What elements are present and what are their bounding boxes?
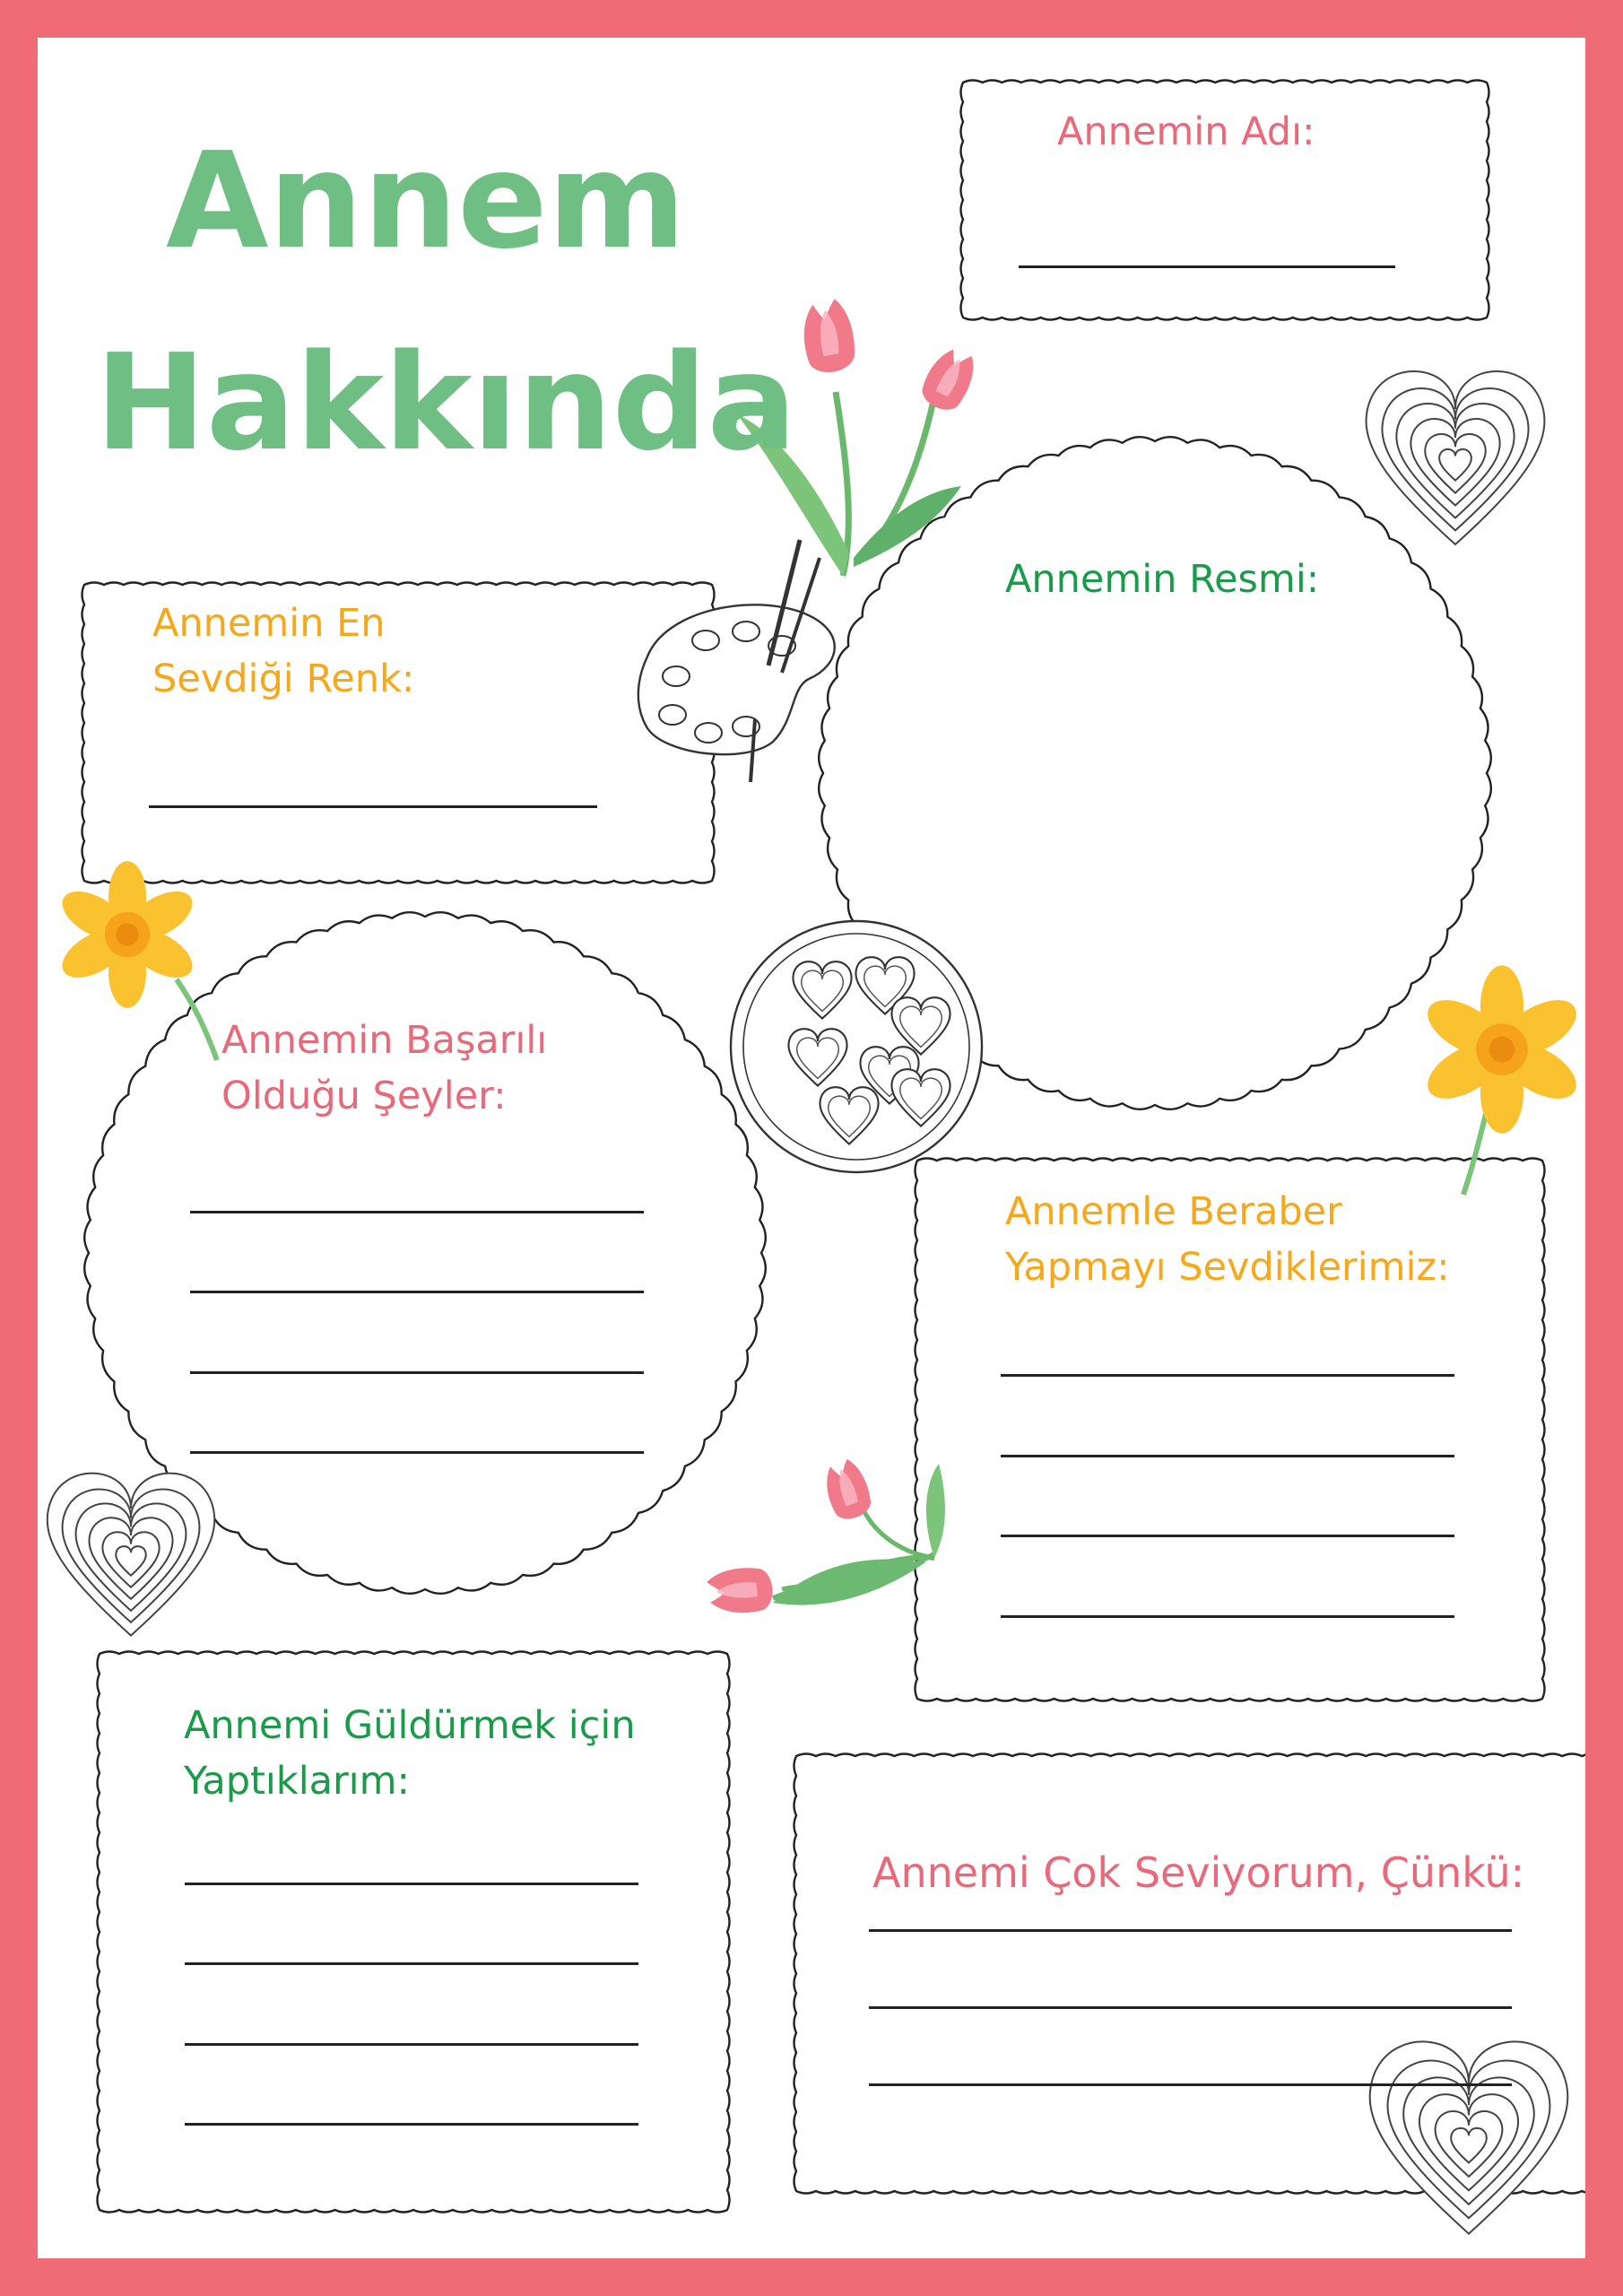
heart-outline-icon	[48, 1474, 214, 1636]
love-because-write-line[interactable]	[869, 2006, 1512, 2009]
love-because-write-line[interactable]	[869, 1929, 1512, 1932]
together-write-line[interactable]	[1001, 1615, 1454, 1618]
mother-name-label: Annemin Adı:	[1057, 109, 1315, 154]
good-at-label-line1: Annemin Başarılı	[221, 1018, 548, 1063]
love-because-label: Annemi Çok Seviyorum, Çünkü:	[872, 1848, 1525, 1897]
mother-photo-area[interactable]	[925, 603, 1428, 1024]
good-at-write-line[interactable]	[190, 1291, 644, 1293]
together-write-line[interactable]	[1001, 1374, 1454, 1377]
favorite-color-write-line[interactable]	[149, 805, 597, 808]
good-at-write-line[interactable]	[190, 1451, 644, 1454]
page-title-line1: Annem	[166, 124, 686, 278]
together-write-line[interactable]	[1001, 1535, 1454, 1537]
make-laugh-write-line[interactable]	[185, 2043, 638, 2046]
page-title-line2: Hakkında	[95, 326, 797, 480]
make-laugh-label-line2: Yaptıklarım:	[184, 1759, 410, 1804]
love-because-write-line[interactable]	[869, 2083, 1512, 2086]
mother-name-write-line[interactable]	[1019, 265, 1395, 268]
worksheet-page	[38, 38, 1585, 2258]
together-label-line2: Yapmayı Sevdiklerimiz:	[1005, 1245, 1450, 1290]
together-write-line[interactable]	[1001, 1455, 1454, 1457]
favorite-color-label-line2: Sevdiği Renk:	[152, 657, 415, 701]
tulip-spray-icon	[706, 1456, 945, 1616]
make-laugh-write-line[interactable]	[185, 2123, 638, 2126]
together-label-line1: Annemle Beraber	[1005, 1189, 1342, 1234]
heart-outline-icon	[1370, 2041, 1568, 2233]
make-laugh-label-line1: Annemi Güldürmek için	[184, 1703, 636, 1748]
favorite-color-label-line1: Annemin En	[152, 601, 386, 646]
make-laugh-write-line[interactable]	[185, 1883, 638, 1885]
good-at-write-line[interactable]	[190, 1371, 644, 1374]
palette-icon	[638, 540, 835, 782]
daffodil-icon	[55, 861, 217, 1060]
good-at-label-line2: Olduğu Şeyler:	[221, 1074, 507, 1118]
heart-outline-icon	[1367, 371, 1545, 544]
make-laugh-write-line[interactable]	[185, 1962, 638, 1965]
good-at-write-line[interactable]	[190, 1211, 644, 1213]
mother-photo-label: Annemin Resmi:	[1005, 557, 1320, 602]
